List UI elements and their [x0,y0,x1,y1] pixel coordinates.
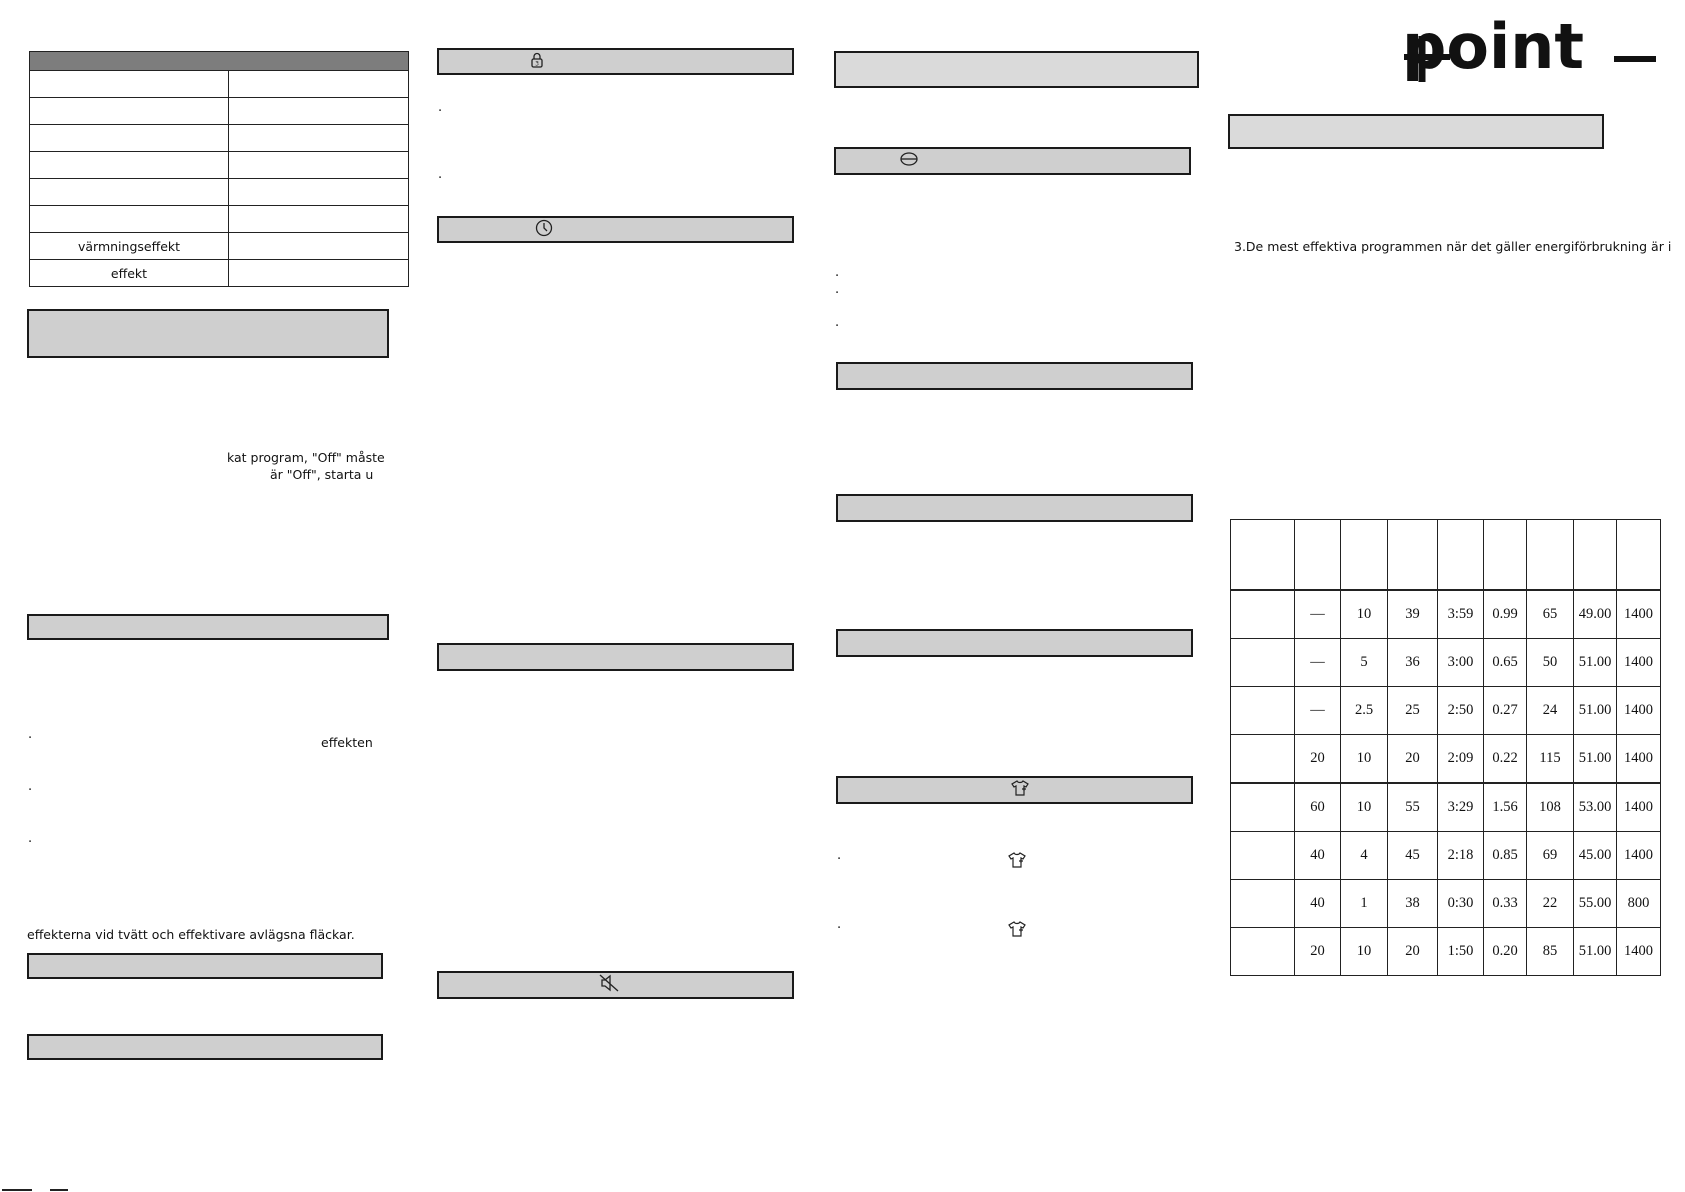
steam-header-bar [834,147,1191,175]
section-header-bar [27,1034,383,1060]
section-header-bar [1228,114,1604,149]
table-row: — 5 36 3:00 0.65 50 51.00 1400 [1231,639,1661,687]
section-header-bar [836,362,1193,390]
section-header-bar [27,614,389,640]
text-fragment: kat program, "Off" måste [227,450,385,465]
spec-table-header [30,52,409,71]
section-header-bar [437,643,794,671]
bullet: · [438,104,443,119]
logo-text: point [1402,12,1585,83]
steam-wash-icon [899,151,919,171]
text-fragment: är "Off", starta u [270,467,374,482]
section-header-bar [834,51,1199,88]
lock-icon [530,52,544,72]
table-row [30,98,409,125]
speaker-mute-icon [599,974,619,996]
program-table [1230,519,1661,976]
table-row: — 10 39 3:59 0.99 65 49.00 1400 [1231,590,1661,639]
table-row [30,179,409,206]
table-row [30,206,409,233]
energy-note: 3.De mest effektiva programmen när det gäller energiförbrukning är i [1234,239,1672,254]
table-row: 20 10 20 2:09 0.22 115 51.00 1400 [1231,735,1661,784]
table-row: värmningseffekt [30,233,409,260]
bullet: · [28,783,33,798]
text-line: effekterna vid tvätt och effektivare avlägsna fläckar. [27,927,355,942]
bullet: · [438,171,443,186]
table-row: 20 10 20 1:50 0.20 85 51.00 1400 [1231,928,1661,976]
section-header-bar [836,494,1193,522]
bullet: · [835,269,840,284]
table-row: 60 10 55 3:29 1.56 108 53.00 1400 [1231,783,1661,832]
child-lock-header-bar [437,48,794,75]
table-row [30,125,409,152]
shirt-plus-icon [1007,852,1027,872]
mute-header-bar [437,971,794,999]
section-header-bar [27,953,383,979]
section-header-bar [27,309,389,358]
page-mark [2,1189,32,1191]
spec-table [29,51,409,287]
table-row: — 2.5 25 2:50 0.27 24 51.00 1400 [1231,687,1661,735]
delay-header-bar [437,216,794,243]
section-header-bar [836,629,1193,657]
page-mark [50,1189,68,1191]
bullet: · [837,921,842,936]
bullet: · [28,731,33,746]
clock-icon [535,219,553,241]
table-row [30,152,409,179]
shirt-header-bar [836,776,1193,804]
table-header-row [1231,520,1661,591]
point-logo [1402,12,1658,86]
bullet: · [835,319,840,334]
table-row [30,71,409,98]
bullet: · [28,835,33,850]
shirt-plus-icon [1007,921,1027,941]
table-row: effekt [30,260,409,287]
table-row: 40 4 45 2:18 0.85 69 45.00 1400 [1231,832,1661,880]
shirt-plus-icon [1010,780,1030,800]
text-fragment: effekten [321,735,373,750]
bullet: · [835,286,840,301]
table-row: 40 1 38 0:30 0.33 22 55.00 800 [1231,880,1661,928]
bullet: · [837,852,842,867]
svg-text:3: 3 [535,60,539,67]
